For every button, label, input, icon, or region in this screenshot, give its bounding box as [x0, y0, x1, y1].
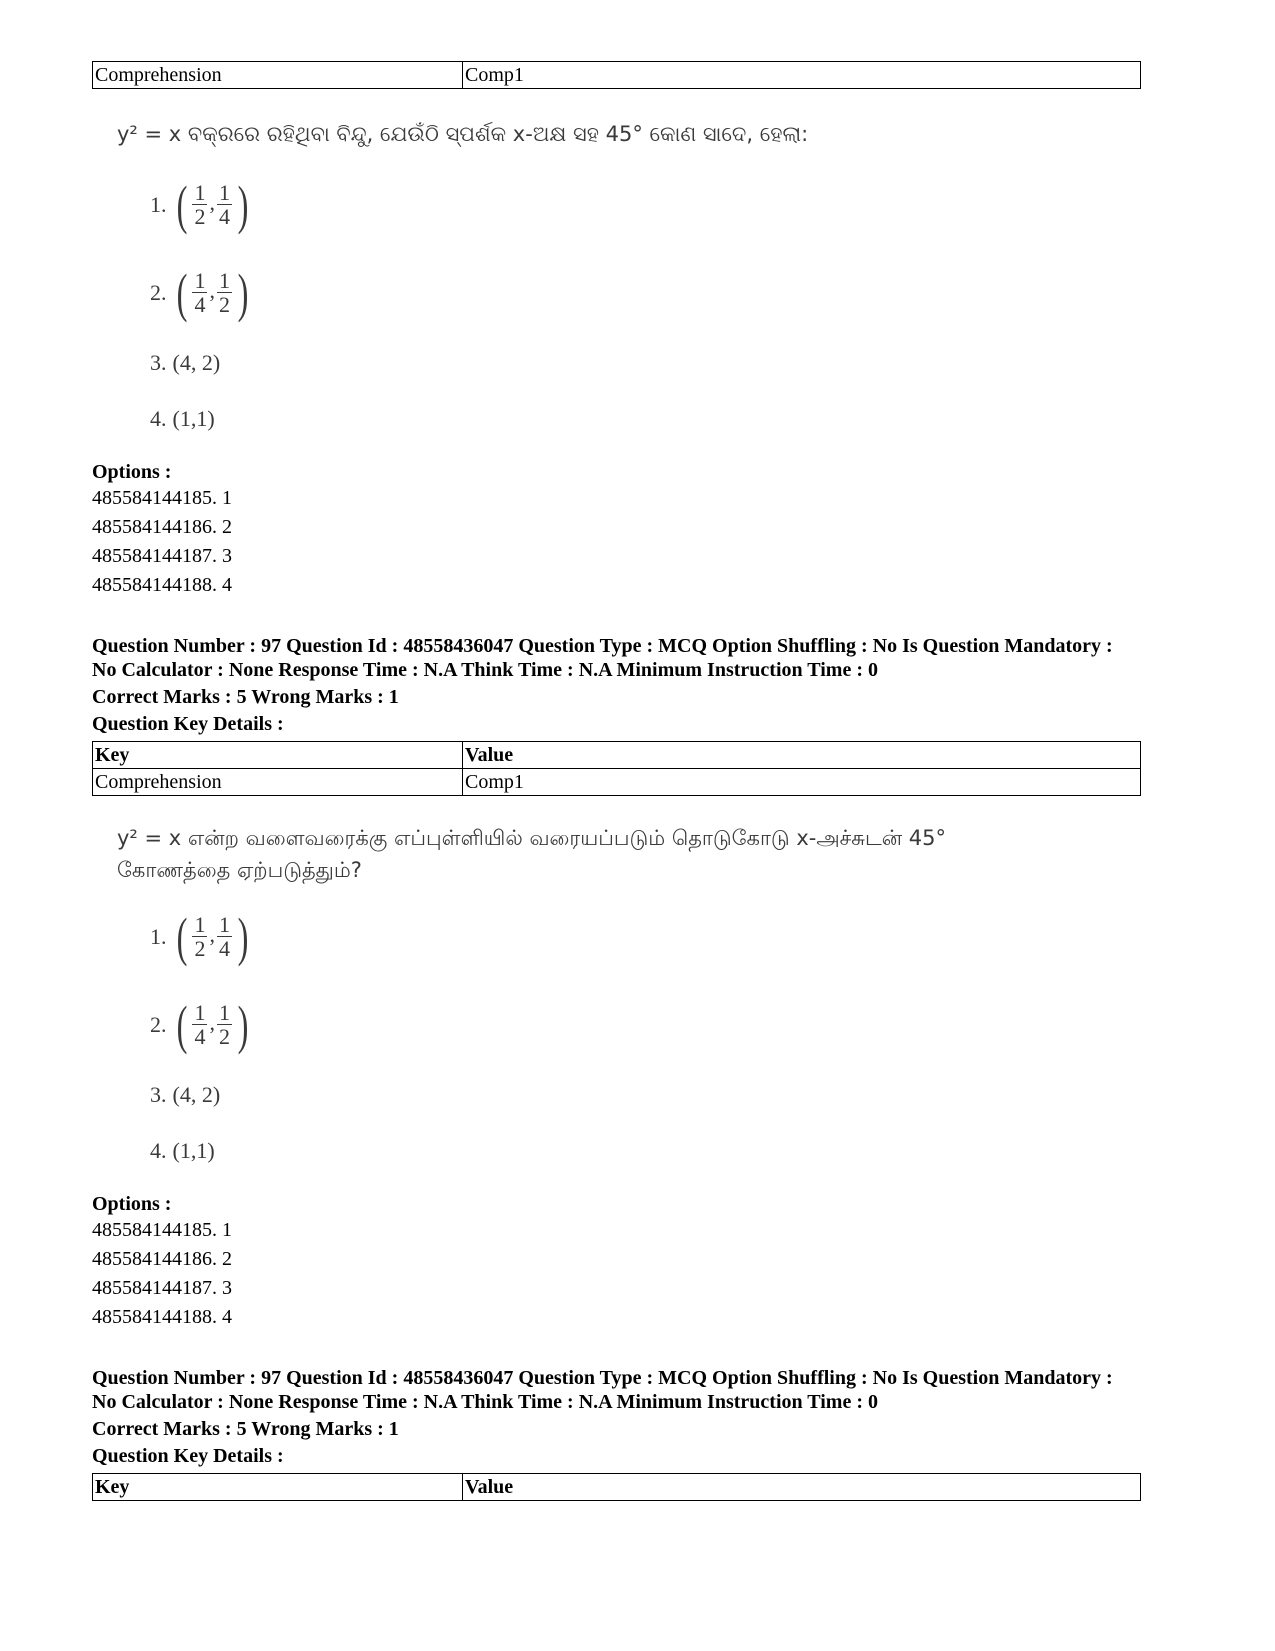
- question-header-line: Question Number : 97 Question Id : 48558436047 Question Type : MCQ Option Shuffling : No Is Question Mandatory :: [92, 1367, 1113, 1389]
- choice-text: (1,1): [172, 1138, 215, 1163]
- choice-item: 1. ( $\frac{1}{2}$ , $\frac{1}{4}$ ): [150, 907, 249, 967]
- list-item: 485584144187. 3: [92, 545, 232, 567]
- options-label: Options :: [92, 1193, 172, 1215]
- question-header-line: No Calculator : None Response Time : N.A Think Time : N.A Minimum Instruction Time : 0: [92, 659, 878, 681]
- options-list: [92, 1216, 232, 1332]
- choice-number: 3.: [150, 1082, 167, 1107]
- table-cell-key: Comprehension: [93, 769, 463, 796]
- question-text-line: கோணத்தை ஏற்படுத்தும்?: [117, 858, 362, 882]
- table-header-row: [93, 1474, 1141, 1501]
- table-row: [93, 769, 1141, 796]
- fraction: $\frac{1}{4}$: [218, 179, 230, 229]
- list-item: 485584144185. 1: [92, 487, 232, 509]
- fraction: $\frac{1}{4}$: [194, 999, 206, 1049]
- fraction: $\frac{1}{2}$: [194, 911, 206, 961]
- table-row: [93, 62, 1141, 89]
- fraction: $\frac{1}{2}$: [218, 999, 230, 1049]
- list-item: 485584144188. 4: [92, 1306, 232, 1328]
- table-header-value: Value: [463, 1474, 1141, 1501]
- question-header: [92, 1366, 1113, 1414]
- question-header-line: No Calculator : None Response Time : N.A Think Time : N.A Minimum Instruction Time : 0: [92, 1391, 878, 1413]
- choice-text: (4, 2): [172, 350, 221, 375]
- choice-number: 1.: [150, 192, 167, 217]
- question-text-line: y² = x என்ற வளைவரைக்கு எப்புள்ளியில் வரையப்படும் தொடுகோடு x-அச்சுடன் 45°: [117, 826, 946, 850]
- fraction: $\frac{1}{4}$: [218, 911, 230, 961]
- choice-item: [150, 1138, 215, 1164]
- table-header-row: [93, 742, 1141, 769]
- question-key-table: [92, 61, 1141, 89]
- question-header-line: Question Number : 97 Question Id : 48558436047 Question Type : MCQ Option Shuffling : No Is Question Mandatory :: [92, 635, 1113, 657]
- choice-item: [150, 406, 215, 432]
- choice-number: 4.: [150, 1138, 167, 1163]
- key-details-label: Question Key Details :: [92, 713, 284, 735]
- list-item: 485584144187. 3: [92, 1277, 232, 1299]
- fraction: $\frac{1}{2}$: [194, 179, 206, 229]
- fraction: $\frac{1}{2}$: [218, 267, 230, 317]
- choice-number: 1.: [150, 924, 167, 949]
- choice-item: 2. ( $\frac{1}{4}$ , $\frac{1}{2}$ ): [150, 995, 249, 1055]
- key-details-label: Question Key Details :: [92, 1445, 284, 1467]
- options-list: [92, 484, 232, 600]
- list-item: 485584144188. 4: [92, 574, 232, 596]
- list-item: 485584144186. 2: [92, 1248, 232, 1270]
- list-item: 485584144186. 2: [92, 516, 232, 538]
- table-header-value: Value: [463, 742, 1141, 769]
- marks-line: Correct Marks : 5 Wrong Marks : 1: [92, 1418, 399, 1440]
- table-cell-key: Comprehension: [93, 62, 463, 89]
- question-key-table: [92, 1473, 1141, 1501]
- choice-item: [150, 350, 220, 376]
- choice-item: [150, 1082, 220, 1108]
- list-item: 485584144185. 1: [92, 1219, 232, 1241]
- choice-text: (4, 2): [172, 1082, 221, 1107]
- fraction: $\frac{1}{4}$: [194, 267, 206, 317]
- table-header-key: Key: [93, 1474, 463, 1501]
- question-text: [117, 822, 946, 886]
- question-text: y² = x ବକ୍ରରେ ରହିଥିବା ବିନ୍ଦୁ, ଯେଉଁଠି ସ୍ପର୍ଶକ x-ଅକ୍ଷ ସହ 45° କୋଣ ସାଦେ, ହେଲା:: [117, 122, 809, 146]
- choice-text: (1,1): [172, 406, 215, 431]
- table-cell-value: Comp1: [463, 769, 1141, 796]
- choice-item: 2. ( $\frac{1}{4}$ , $\frac{1}{2}$ ): [150, 263, 249, 323]
- marks-line: Correct Marks : 5 Wrong Marks : 1: [92, 686, 399, 708]
- choice-number: 2.: [150, 1012, 167, 1037]
- choice-item: 1. ( $\frac{1}{2}$ , $\frac{1}{4}$ ): [150, 175, 249, 235]
- choice-number: 2.: [150, 280, 167, 305]
- question-key-table: [92, 741, 1141, 796]
- table-cell-value: Comp1: [463, 62, 1141, 89]
- table-header-key: Key: [93, 742, 463, 769]
- question-header: [92, 634, 1113, 682]
- choice-number: 3.: [150, 350, 167, 375]
- choice-number: 4.: [150, 406, 167, 431]
- options-label: Options :: [92, 461, 172, 483]
